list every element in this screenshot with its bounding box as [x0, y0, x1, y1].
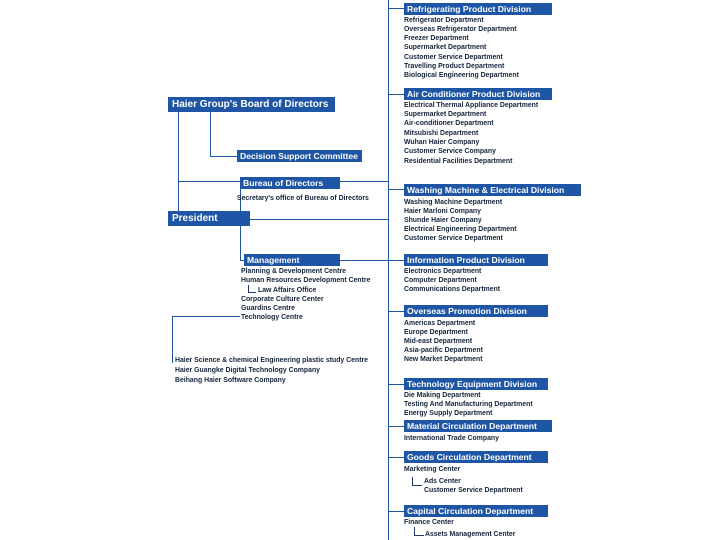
- connector-line: [172, 316, 240, 317]
- division-item: Energy Supply Department: [404, 410, 493, 417]
- board-box: Haier Group's Board of Directors: [168, 97, 335, 112]
- connector-line: [178, 112, 179, 222]
- connector-line: [388, 8, 404, 9]
- division-item: Customer Service Department: [404, 54, 503, 61]
- division-header: Material Circulation Department: [404, 420, 552, 432]
- division-header: Air Conditioner Product Division: [404, 88, 552, 100]
- division-subitem: Ads Center: [424, 478, 461, 485]
- connector-line: [388, 511, 404, 512]
- division-item: New Market Department: [404, 356, 483, 363]
- division-header: Technology Equipment Division: [404, 378, 548, 390]
- division-item: Residential Facilities Department: [404, 158, 513, 165]
- division-header: Washing Machine & Electrical Division: [404, 184, 581, 196]
- decision-support-box: Decision Support Committee: [237, 150, 362, 162]
- division-item: Mitsubishi Department: [404, 130, 479, 137]
- president-box: President: [168, 211, 250, 226]
- division-header: Information Product Division: [404, 254, 548, 266]
- connector-line: [388, 311, 404, 312]
- management-item: Technology Centre: [241, 314, 303, 321]
- division-item: Electrical Engineering Department: [404, 226, 517, 233]
- division-item: Asia-pacific Department: [404, 347, 483, 354]
- connector-line: [388, 457, 404, 458]
- connector-line: [210, 156, 238, 157]
- division-header: Goods Circulation Department: [404, 451, 548, 463]
- division-header: Refrigerating Product Division: [404, 3, 552, 15]
- division-item: Electrical Thermal Appliance Department: [404, 102, 539, 109]
- management-item: Corporate Culture Center: [241, 296, 324, 303]
- spine-line: [388, 0, 389, 540]
- division-item: Europe Department: [404, 329, 468, 336]
- division-item: Computer Department: [404, 277, 477, 284]
- division-item: International Trade Company: [404, 435, 499, 442]
- law-affairs-item: Law Affairs Office: [258, 287, 317, 294]
- division-item: Overseas Refrigerator Department: [404, 26, 517, 33]
- bureau-box: Bureau of Directors: [240, 177, 340, 189]
- affiliate-item: Beihang Haier Software Company: [175, 377, 286, 384]
- division-item: Freezer Department: [404, 35, 469, 42]
- division-item: Marketing Center: [404, 466, 461, 473]
- division-item: Shunde Haier Company: [404, 217, 482, 224]
- division-item: Mid-east Department: [404, 338, 473, 345]
- division-item: Wuhan Haier Company: [404, 139, 480, 146]
- division-item: Die Making Department: [404, 392, 481, 399]
- division-item: Biological Engineering Department: [404, 72, 519, 79]
- division-item: Supermarket Department: [404, 44, 487, 51]
- division-item: Customer Service Department: [404, 235, 503, 242]
- division-item: Washing Machine Department: [404, 199, 503, 206]
- connector-line: [388, 189, 404, 190]
- bracket-line: [412, 477, 422, 486]
- bracket-line: [248, 285, 256, 293]
- management-item: Planning & Development Centre: [241, 268, 346, 275]
- division-subitem: Assets Management Center: [425, 531, 516, 538]
- bureau-item: Secretary's office of Bureau of Directors: [237, 195, 369, 202]
- connector-line: [388, 426, 404, 427]
- division-item: Americas Department: [404, 320, 476, 327]
- division-item: Electronics Department: [404, 268, 482, 275]
- division-item: Testing And Manufacturing Department: [404, 401, 533, 408]
- division-item: Finance Center: [404, 519, 454, 526]
- bracket-line: [414, 527, 424, 536]
- connector-line: [388, 260, 404, 261]
- connector-line: [388, 384, 404, 385]
- division-header: Capital Circulation Department: [404, 505, 548, 517]
- management-box: Management: [244, 254, 340, 266]
- division-header: Overseas Promotion Division: [404, 305, 548, 317]
- management-item: Guardins Centre: [241, 305, 295, 312]
- connector-line: [388, 94, 404, 95]
- connector-line: [172, 316, 173, 363]
- affiliate-item: Haier Guangke Digital Technology Company: [175, 367, 320, 374]
- division-subitem: Customer Service Department: [424, 487, 523, 494]
- affiliate-item: Haier Science & chemical Engineering plastic study Centre: [175, 357, 369, 364]
- division-item: Supermarket Department: [404, 111, 487, 118]
- division-item: Communications Department: [404, 286, 501, 293]
- division-item: Customer Service Company: [404, 148, 496, 155]
- division-item: Air-conditioner Department: [404, 120, 494, 127]
- division-item: Haier Marloni Company: [404, 208, 481, 215]
- connector-line: [210, 112, 211, 157]
- division-item: Travelling Product Department: [404, 63, 505, 70]
- management-item: Human Resources Development Centre: [241, 277, 371, 284]
- division-item: Refrigerator Department: [404, 17, 484, 24]
